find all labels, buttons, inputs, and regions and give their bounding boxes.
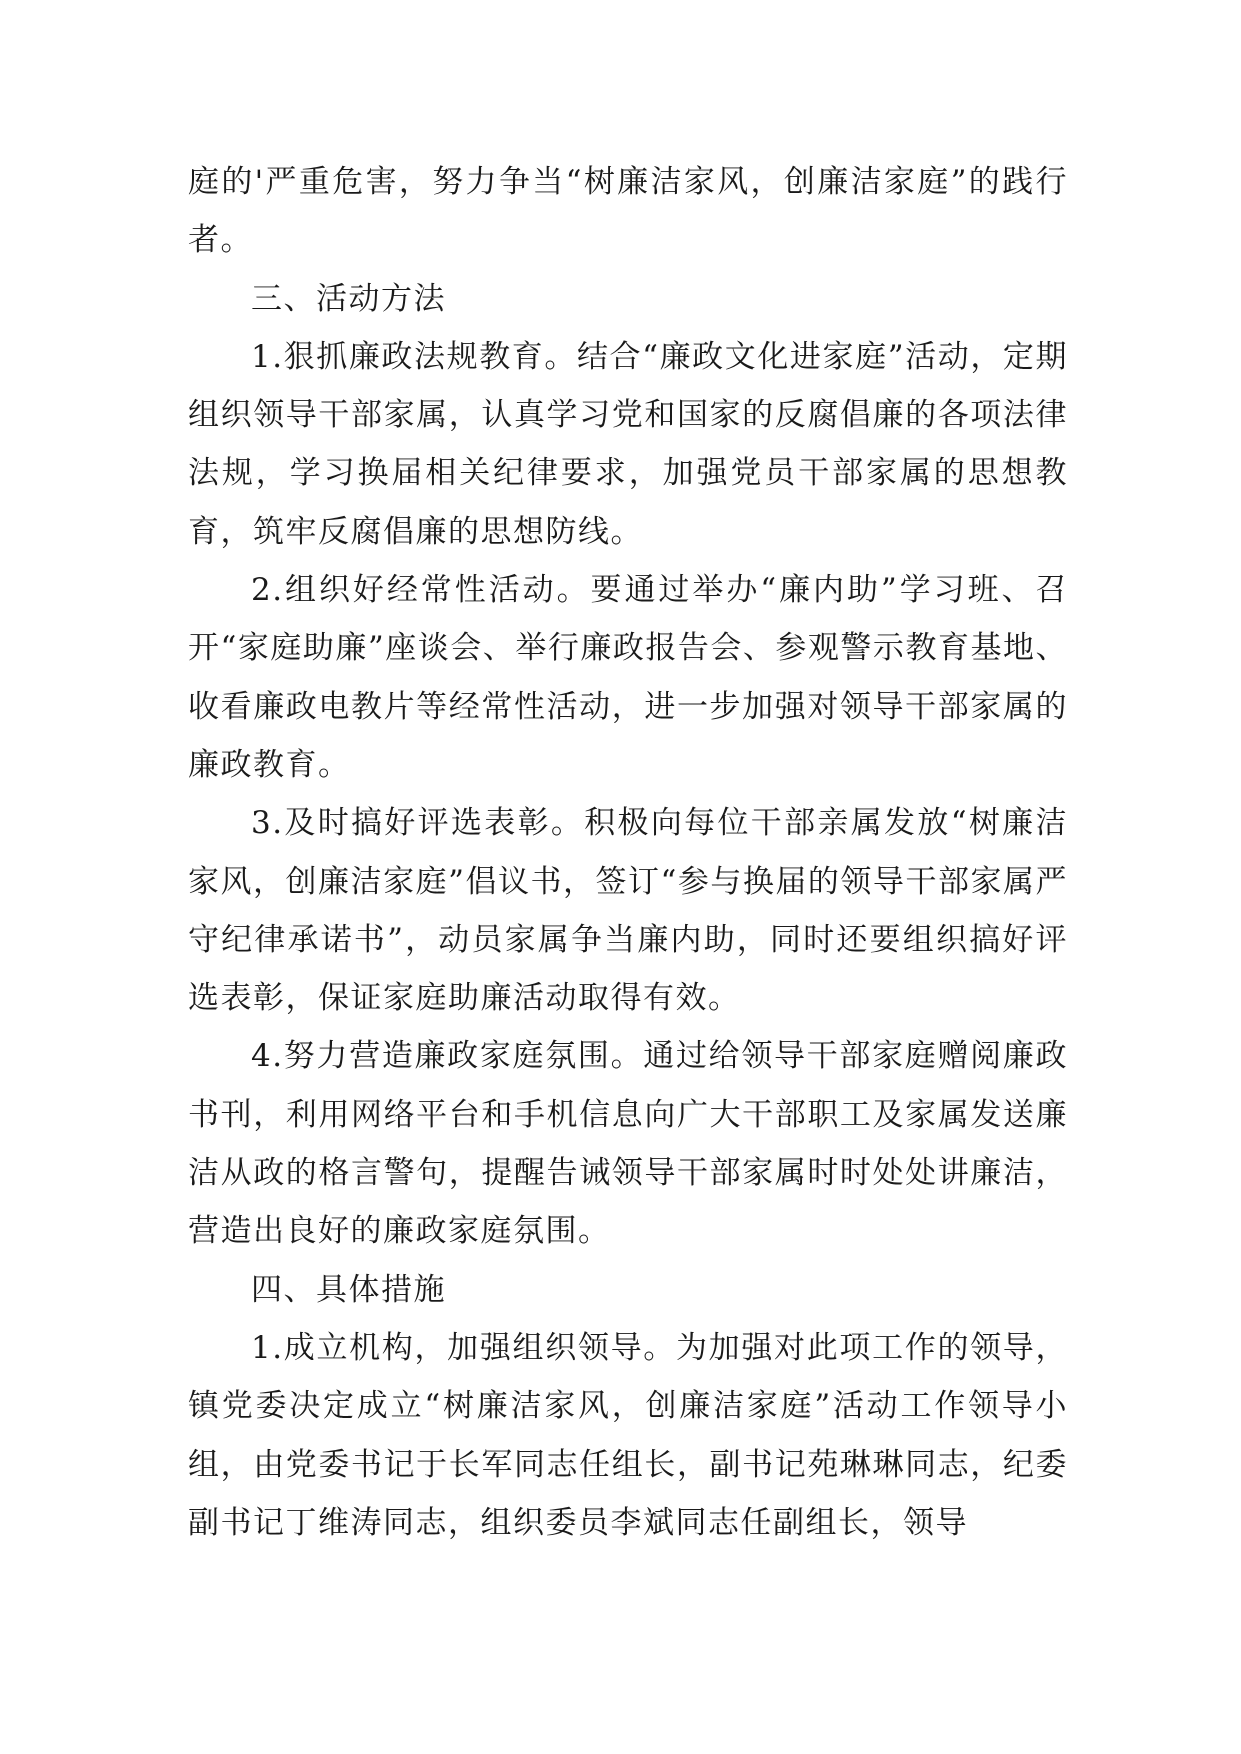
paragraph-measure-1: 1.成立机构，加强组织领导。为加强对此项工作的领导，镇党委决定成立“树廉洁家风，创廉洁家庭”活动工作领导小组，由党委书记于长军同志任组长，副书记苑琳琳同志，纪委副书记丁维涛同志，组织委员李斌同志任副组长，领导 xyxy=(188,1329,1068,1541)
section-heading-specific-measures: 四、具体措施 xyxy=(251,1271,446,1308)
paragraph-method-3: 3.及时搞好评选表彰。积极向每位干部亲属发放“树廉洁家风，创廉洁家庭”倡议书，签订“参与换届的领导干部家属严守纪律承诺书”，动员家属争当廉内助，同时还要组织搞好评选表彰，保证家庭助廉活动取得有效。 xyxy=(188,805,1068,1017)
paragraph-continuation: 庭的'严重危害，努力争当“树廉洁家风，创廉洁家庭”的践行者。 xyxy=(188,164,1068,259)
document-body xyxy=(188,153,1068,1552)
paragraph-method-4: 4.努力营造廉政家庭氛围。通过给领导干部家庭赠阅廉政书刊，利用网络平台和手机信息向广大干部职工及家属发送廉洁从政的格言警句，提醒告诫领导干部家属时时处处讲廉洁，营造出良好的廉政家庭氛围。 xyxy=(188,1038,1068,1250)
paragraph-method-2: 2.组织好经常性活动。要通过举办“廉内助”学习班、召开“家庭助廉”座谈会、举行廉政报告会、参观警示教育基地、收看廉政电教片等经常性活动，进一步加强对领导干部家属的廉政教育。 xyxy=(188,572,1068,783)
section-heading-activity-methods: 三、活动方法 xyxy=(251,280,446,317)
paragraph-method-1: 1.狠抓廉政法规教育。结合“廉政文化进家庭”活动，定期组织领导干部家属，认真学习党和国家的反腐倡廉的各项法律法规，学习换届相关纪律要求，加强党员干部家属的思想教育，筑牢反腐倡廉的思想防线。 xyxy=(188,338,1068,550)
